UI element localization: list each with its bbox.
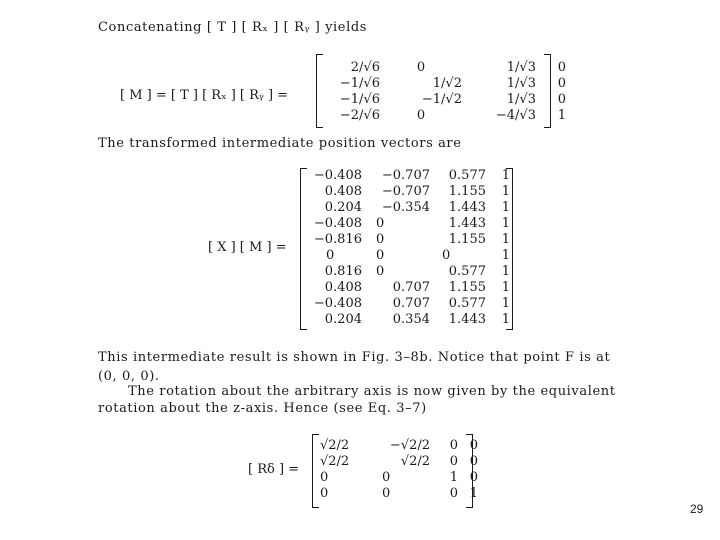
matrix-cell: 0 (469, 470, 478, 485)
matrix-cell: 0 (376, 264, 385, 279)
equation-xm-lhs: [ X ] [ M ] = (208, 240, 287, 255)
matrix-cell: 0 (382, 470, 391, 485)
matrix-cell: 1 (501, 232, 510, 247)
matrix-cell: 0 (320, 470, 329, 485)
matrix-cell: 1 (501, 184, 510, 199)
matrix-cell: 2/√6 (350, 60, 380, 75)
matrix-cell: −0.408 (313, 168, 362, 183)
matrix-cell: −4/√3 (495, 108, 536, 123)
matrix-cell: −2/√6 (339, 108, 380, 123)
matrix-cell: 1 (501, 200, 510, 215)
matrix-cell: −0.707 (381, 168, 430, 183)
matrix-cell: 0 (416, 108, 426, 123)
matrix-cell: 0.577 (448, 168, 486, 183)
matrix-cell: 0.354 (392, 312, 430, 327)
matrix-cell: 0 (557, 76, 566, 91)
page-number: 29 (690, 502, 704, 516)
matrix-cell: −0.816 (313, 232, 362, 247)
matrix-xm-row (310, 216, 510, 232)
matrix-cell: −1/√6 (339, 76, 380, 91)
matrix-cell: −1/√6 (339, 92, 380, 107)
transformed-vectors-line: The transformed intermediate position vectors are (98, 136, 462, 151)
matrix-cell: 0 (416, 60, 426, 75)
matrix-cell: √2/2 (400, 454, 430, 469)
paragraph-rotation-line1: The rotation about the arbitrary axis is now given by the equivalent (128, 384, 616, 399)
matrix-cell: 0.204 (324, 200, 362, 215)
matrix-cell: 1.443 (448, 312, 486, 327)
matrix-cell: 1 (501, 216, 510, 231)
matrix-m-row (326, 76, 566, 92)
matrix-cell: 0.408 (324, 184, 362, 199)
matrix-cell: −0.408 (313, 296, 362, 311)
matrix-cell: 1.443 (448, 216, 486, 231)
matrix-cell: 0 (376, 232, 385, 247)
matrix-cell: −0.408 (313, 216, 362, 231)
matrix-rd (320, 438, 478, 502)
matrix-cell: 0.408 (324, 280, 362, 295)
matrix-cell: 0.707 (392, 280, 430, 295)
matrix-cell: 1 (501, 296, 510, 311)
equation-m-lhs: [ M ] = [ T ] [ Rₓ ] [ Rᵧ ] = (120, 88, 289, 103)
matrix-cell: 1 (449, 470, 458, 485)
matrix-cell: 1 (501, 312, 510, 327)
matrix-rd-left-bracket (312, 434, 319, 508)
matrix-xm-row (310, 296, 510, 312)
matrix-cell: −√2/2 (389, 438, 430, 453)
matrix-cell: 0 (449, 454, 458, 469)
matrix-cell: 0 (382, 486, 391, 501)
matrix-cell: 1.155 (448, 280, 486, 295)
matrix-cell: 0 (449, 486, 458, 501)
matrix-xm-row (310, 232, 510, 248)
matrix-cell: 1 (469, 486, 478, 501)
matrix-xm-row (310, 184, 510, 200)
matrix-cell: 0.816 (324, 264, 362, 279)
matrix-cell: 1/√2 (432, 76, 462, 91)
matrix-cell: 0.707 (392, 296, 430, 311)
matrix-cell: 1.155 (448, 184, 486, 199)
matrix-cell: 1.155 (448, 232, 486, 247)
matrix-cell: √2/2 (320, 438, 350, 453)
matrix-cell: √2/2 (320, 454, 350, 469)
equation-rd-lhs: [ Rδ ] = (248, 462, 300, 477)
matrix-cell: 0 (376, 248, 385, 263)
matrix-cell: 1 (501, 248, 510, 263)
matrix-xm-row (310, 312, 510, 328)
matrix-m-row (326, 60, 566, 76)
matrix-xm-row (310, 248, 510, 264)
matrix-xm (310, 168, 510, 328)
paragraph-intermediate-line1: This intermediate result is shown in Fig. 3–8b. Notice that point F is at (98, 350, 611, 365)
matrix-cell: 0 (557, 60, 566, 75)
matrix-cell: 0 (449, 438, 458, 453)
matrix-cell: 0.577 (448, 296, 486, 311)
matrix-m (326, 60, 566, 124)
matrix-cell: 1/√3 (506, 76, 536, 91)
matrix-cell: 1 (501, 264, 510, 279)
matrix-cell: 1 (557, 108, 566, 123)
matrix-cell: 0 (376, 216, 385, 231)
matrix-cell: 0 (557, 92, 566, 107)
matrix-cell: 1/√3 (506, 92, 536, 107)
matrix-xm-row (310, 200, 510, 216)
matrix-cell: 1 (501, 280, 510, 295)
matrix-m-row (326, 108, 566, 124)
matrix-rd-row (320, 438, 478, 454)
matrix-m-row (326, 92, 566, 108)
matrix-xm-row (310, 280, 510, 296)
matrix-cell: 0 (469, 438, 478, 453)
matrix-cell: 0.204 (324, 312, 362, 327)
matrix-cell: 0 (326, 248, 335, 263)
matrix-rd-row (320, 454, 478, 470)
matrix-cell: 0 (442, 248, 451, 263)
concatenating-line: Concatenating [ T ] [ Rₓ ] [ Rᵧ ] yields (98, 20, 368, 35)
matrix-cell: −0.707 (381, 184, 430, 199)
matrix-m-left-bracket (316, 54, 323, 128)
matrix-xm-row (310, 264, 510, 280)
matrix-xm-left-bracket (300, 168, 307, 330)
matrix-cell: −1/√2 (421, 92, 462, 107)
paragraph-intermediate-line2: (0, 0, 0). (98, 369, 160, 384)
matrix-cell: −0.354 (381, 200, 430, 215)
matrix-cell: 1/√3 (506, 60, 536, 75)
matrix-cell: 0.577 (448, 264, 486, 279)
matrix-cell: 0 (469, 454, 478, 469)
matrix-cell: 1 (501, 168, 510, 183)
paragraph-rotation-line2: rotation about the z-axis. Hence (see Eq. 3–7) (98, 401, 427, 416)
matrix-rd-row (320, 470, 478, 486)
matrix-cell: 1.443 (448, 200, 486, 215)
matrix-rd-row (320, 486, 478, 502)
matrix-cell: 0 (320, 486, 329, 501)
matrix-xm-row (310, 168, 510, 184)
